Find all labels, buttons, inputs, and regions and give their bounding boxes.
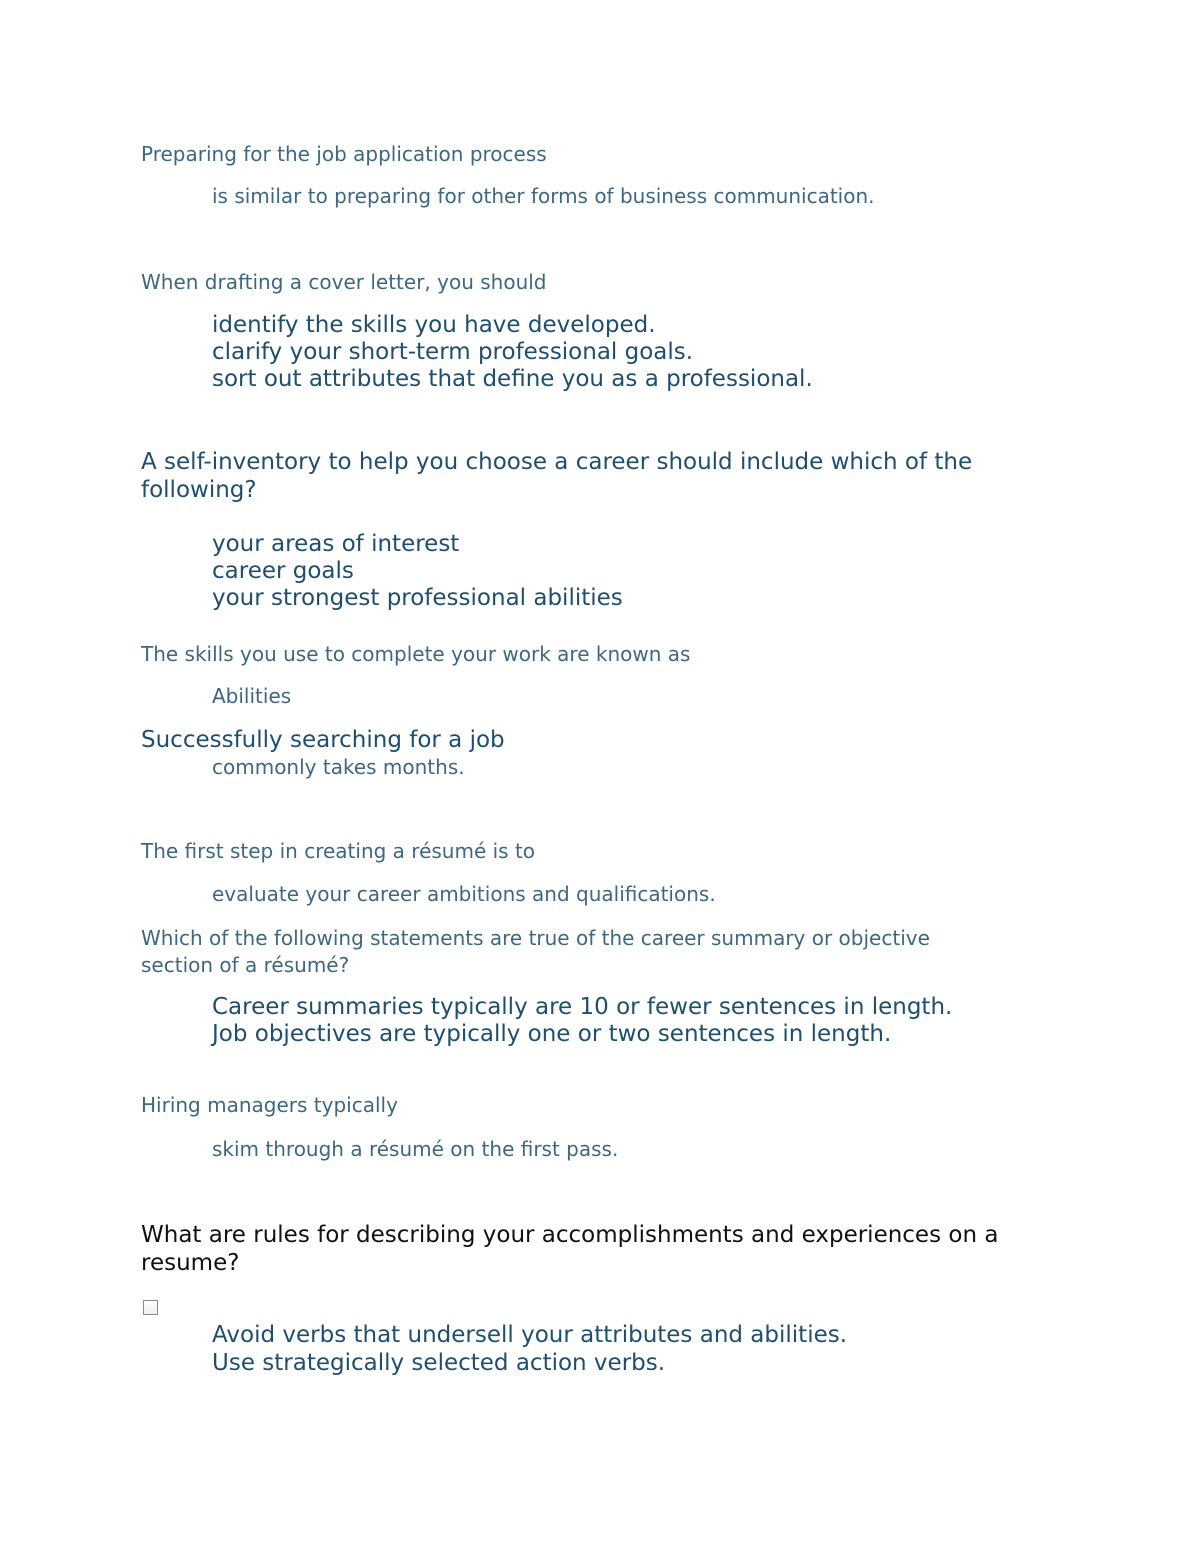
- question-9-line-1: What are rules for describing your accomplishments and experiences on a: [141, 1222, 999, 1248]
- answer-1: is similar to preparing for other forms of business communication.: [212, 184, 875, 208]
- question-3: [141, 448, 972, 504]
- question-3-line-2: following?: [141, 477, 257, 503]
- answer-3-line-2: career goals: [212, 558, 354, 584]
- answer-5: commonly takes months.: [212, 755, 465, 779]
- answer-7-line-2: Job objectives are typically one or two sentences in length.: [212, 1021, 892, 1047]
- question-9: [141, 1221, 998, 1277]
- question-7-line-2: section of a résumé?: [141, 953, 350, 977]
- answer-3-line-3: your strongest professional abilities: [212, 585, 623, 611]
- answer-4: Abilities: [212, 684, 292, 708]
- question-8: Hiring managers typically: [141, 1093, 398, 1117]
- answer-2: [212, 312, 813, 393]
- question-9-line-2: resume?: [141, 1250, 240, 1276]
- answer-2-line-1: identify the skills you have developed.: [212, 312, 656, 338]
- question-5: Successfully searching for a job: [141, 727, 505, 753]
- answer-9-line-2: Use strategically selected action verbs.: [212, 1350, 666, 1376]
- answer-3-line-1: your areas of interest: [212, 531, 460, 557]
- answer-9: [212, 1321, 847, 1377]
- question-6: The first step in creating a résumé is to: [141, 839, 536, 863]
- answer-9-line-1: Avoid verbs that undersell your attributes and abilities.: [212, 1322, 848, 1348]
- answer-3: [212, 531, 623, 612]
- question-2: When drafting a cover letter, you should: [141, 270, 547, 294]
- answer-7: [212, 994, 952, 1048]
- answer-2-line-3: sort out attributes that define you as a professional.: [212, 366, 813, 392]
- question-1: Preparing for the job application process: [141, 142, 547, 166]
- question-7-line-1: Which of the following statements are true of the career summary or objective: [141, 926, 930, 950]
- answer-8: skim through a résumé on the first pass.: [212, 1137, 619, 1161]
- answer-6: evaluate your career ambitions and qualifications.: [212, 882, 716, 906]
- answer-2-line-2: clarify your short-term professional goals.: [212, 339, 694, 365]
- answer-checkbox[interactable]: [143, 1300, 158, 1315]
- question-4: The skills you use to complete your work are known as: [141, 642, 691, 666]
- answer-7-line-1: Career summaries typically are 10 or fewer sentences in length.: [212, 994, 953, 1020]
- question-7: [141, 925, 930, 979]
- question-3-line-1: A self-inventory to help you choose a career should include which of the: [141, 449, 973, 475]
